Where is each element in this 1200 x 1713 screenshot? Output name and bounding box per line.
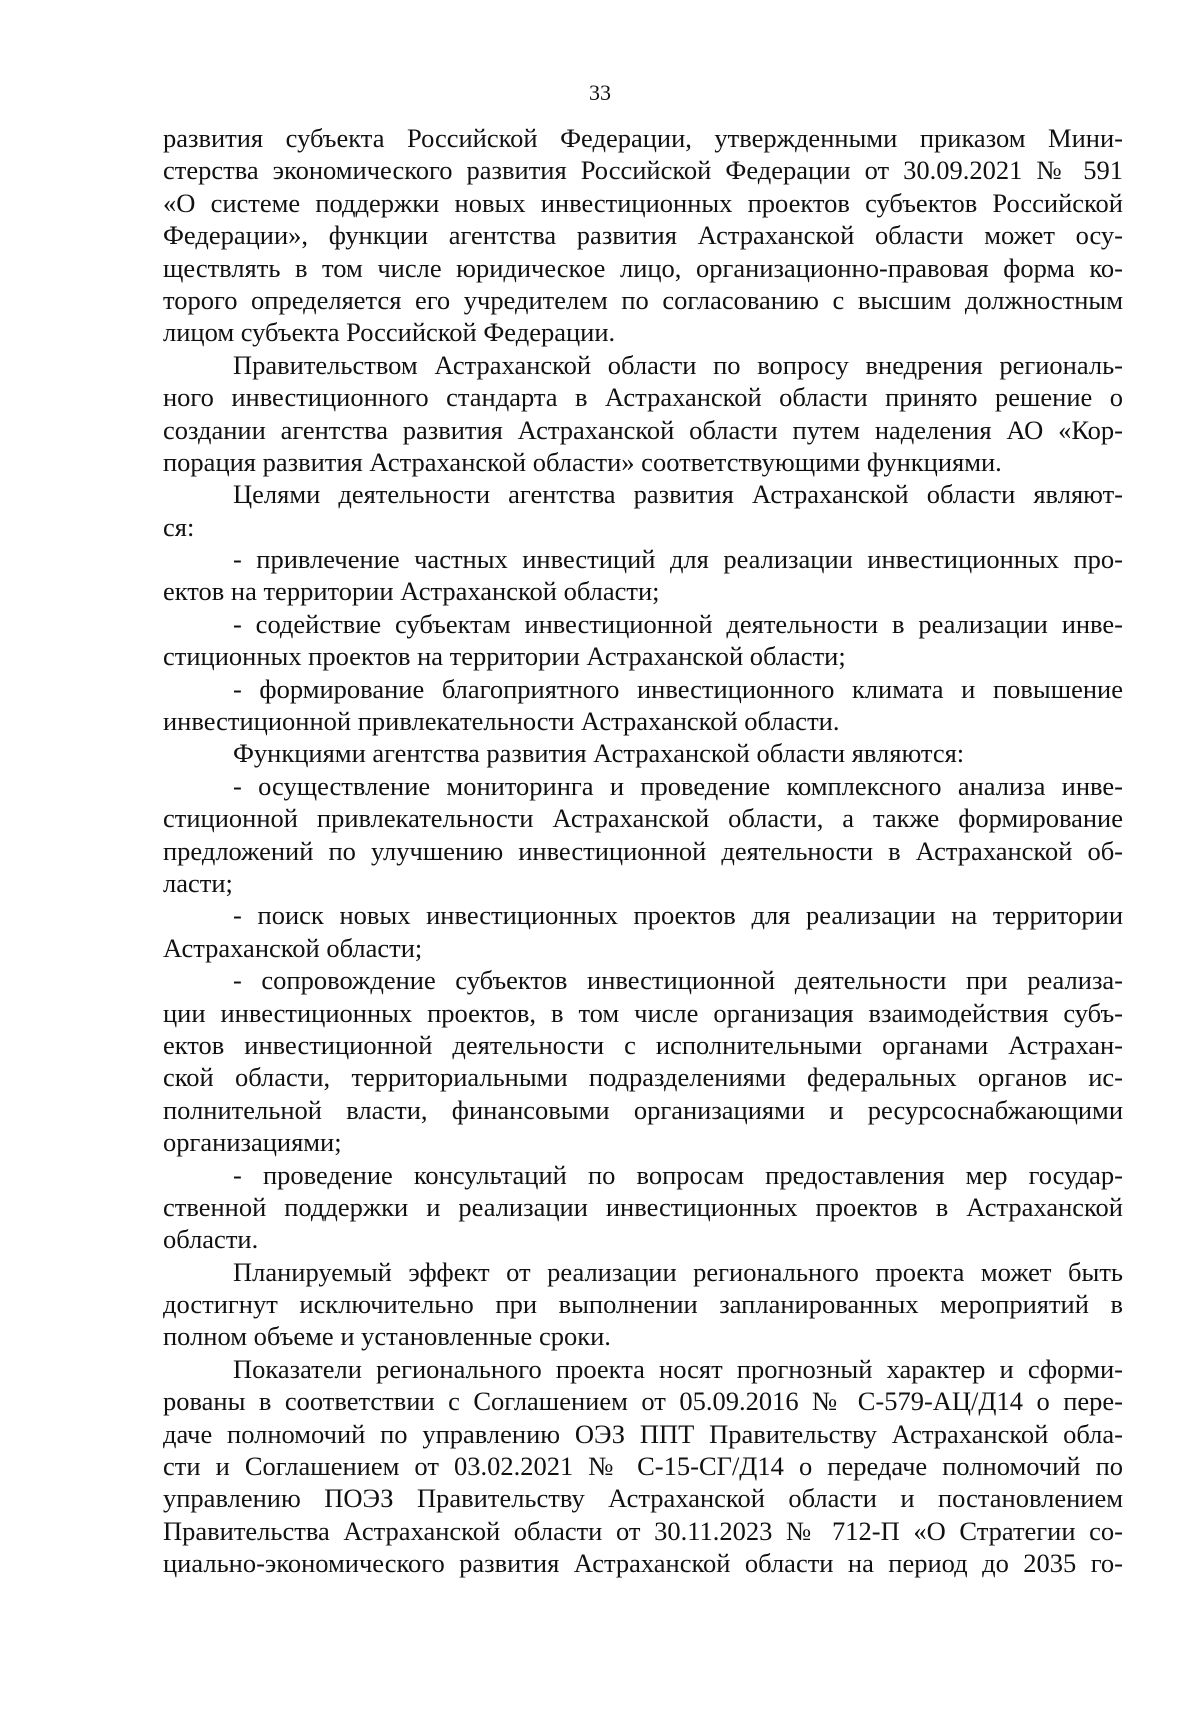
text-line: порация развития Астраханской области» соответствующими функциями. (163, 446, 1002, 477)
text-line: рованы в соответствии с Соглашением от 05.09.2016 № С-579-АЦ/Д14 о пере- (163, 1386, 1123, 1417)
text-line: ного инвестиционного стандарта в Астраханской области принято решение о (163, 382, 1123, 413)
text-line: инвестиционной привлекательности Астраханской области. (163, 706, 840, 737)
text-line: даче полномочий по управлению ОЭЗ ППТ Правительству Астраханской обла- (163, 1418, 1123, 1449)
text-line: Правительством Астраханской области по вопросу внедрения региональ- (233, 349, 1123, 380)
text-line: полнительной власти, финансовыми организациями и ресурсоснабжающими (163, 1094, 1123, 1125)
text-line: - поиск новых инвестиционных проектов для реализации на территории (233, 900, 1123, 931)
text-line: - содействие субъектам инвестиционной деятельности в реализации инве- (233, 608, 1123, 639)
text-line: области. (163, 1224, 259, 1255)
text-line: ственной поддержки и реализации инвестиционных проектов в Астраханской (163, 1191, 1123, 1222)
text-line: - сопровождение субъектов инвестиционной деятельности при реализа- (233, 965, 1123, 996)
text-line: Планируемый эффект от реализации регионального проекта может быть (233, 1256, 1123, 1287)
text-line: - формирование благоприятного инвестиционного климата и повышение (233, 673, 1123, 704)
text-line: ектов инвестиционной деятельности с исполнительными органами Астрахан- (163, 1029, 1123, 1060)
text-line: создании агентства развития Астраханской области путем наделения АО «Кор- (163, 414, 1123, 445)
text-line: ской области, территориальными подразделениями федеральных органов ис- (163, 1062, 1123, 1093)
text-line: - осуществление мониторинга и проведение комплексного анализа инве- (233, 770, 1123, 801)
text-line: управлению ПОЭЗ Правительству Астраханской области и постановлением (163, 1483, 1123, 1514)
text-line: ществлять в том числе юридическое лицо, организационно-правовая форма ко- (163, 252, 1123, 283)
text-line: ции инвестиционных проектов, в том числе организация взаимодействия субъ- (163, 997, 1123, 1028)
text-line: - проведение консультаций по вопросам предоставления мер государ- (233, 1159, 1123, 1190)
text-line: развития субъекта Российской Федерации, утвержденными приказом Мини- (163, 123, 1123, 153)
text-line: Астраханской области; (163, 932, 423, 963)
text-line: предложений по улучшению инвестиционной деятельности в Астраханской об- (163, 835, 1123, 866)
text-line: Целями деятельности агентства развития Астраханской области являют- (233, 479, 1123, 510)
text-line: стерства экономического развития Российской Федерации от 30.09.2021 № 591 (163, 155, 1123, 186)
text-line: «О системе поддержки новых инвестиционных проектов субъектов Российской (163, 187, 1123, 218)
text-line: ласти; (163, 867, 233, 898)
body-text (163, 122, 1123, 1580)
text-line: циально-экономического развития Астраханской области на период до 2035 го- (163, 1548, 1123, 1579)
text-line: сти и Соглашением от 03.02.2021 № С-15-СГ/Д14 о передаче полномочий по (163, 1451, 1123, 1482)
text-line: ектов на территории Астраханской области; (163, 576, 660, 607)
text-line: стиционной привлекательности Астраханской области, а также формирование (163, 803, 1123, 834)
text-line: достигнут исключительно при выполнении запланированных мероприятий в (163, 1289, 1123, 1320)
text-line: стиционных проектов на территории Астраханской области; (163, 641, 846, 672)
text-line: Правительства Астраханской области от 30.11.2023 № 712-П «О Стратегии со- (163, 1515, 1123, 1546)
text-line: Функциями агентства развития Астраханской области являются: (233, 738, 965, 769)
text-line: Федерации», функции агентства развития Астраханской области может осу- (163, 220, 1123, 251)
text-line: полном объеме и установленные сроки. (163, 1321, 611, 1352)
text-line: организациями; (163, 1127, 342, 1158)
text-line: ся: (163, 511, 195, 542)
text-line: Показатели регионального проекта носят прогнозный характер и сформи- (233, 1353, 1123, 1384)
page-number: 33 (589, 80, 611, 105)
text-line: торого определяется его учредителем по согласованию с высшим должностным (163, 284, 1123, 315)
text-line: лицом субъекта Российской Федерации. (163, 317, 616, 348)
text-line: - привлечение частных инвестиций для реализации инвестиционных про- (233, 544, 1123, 575)
